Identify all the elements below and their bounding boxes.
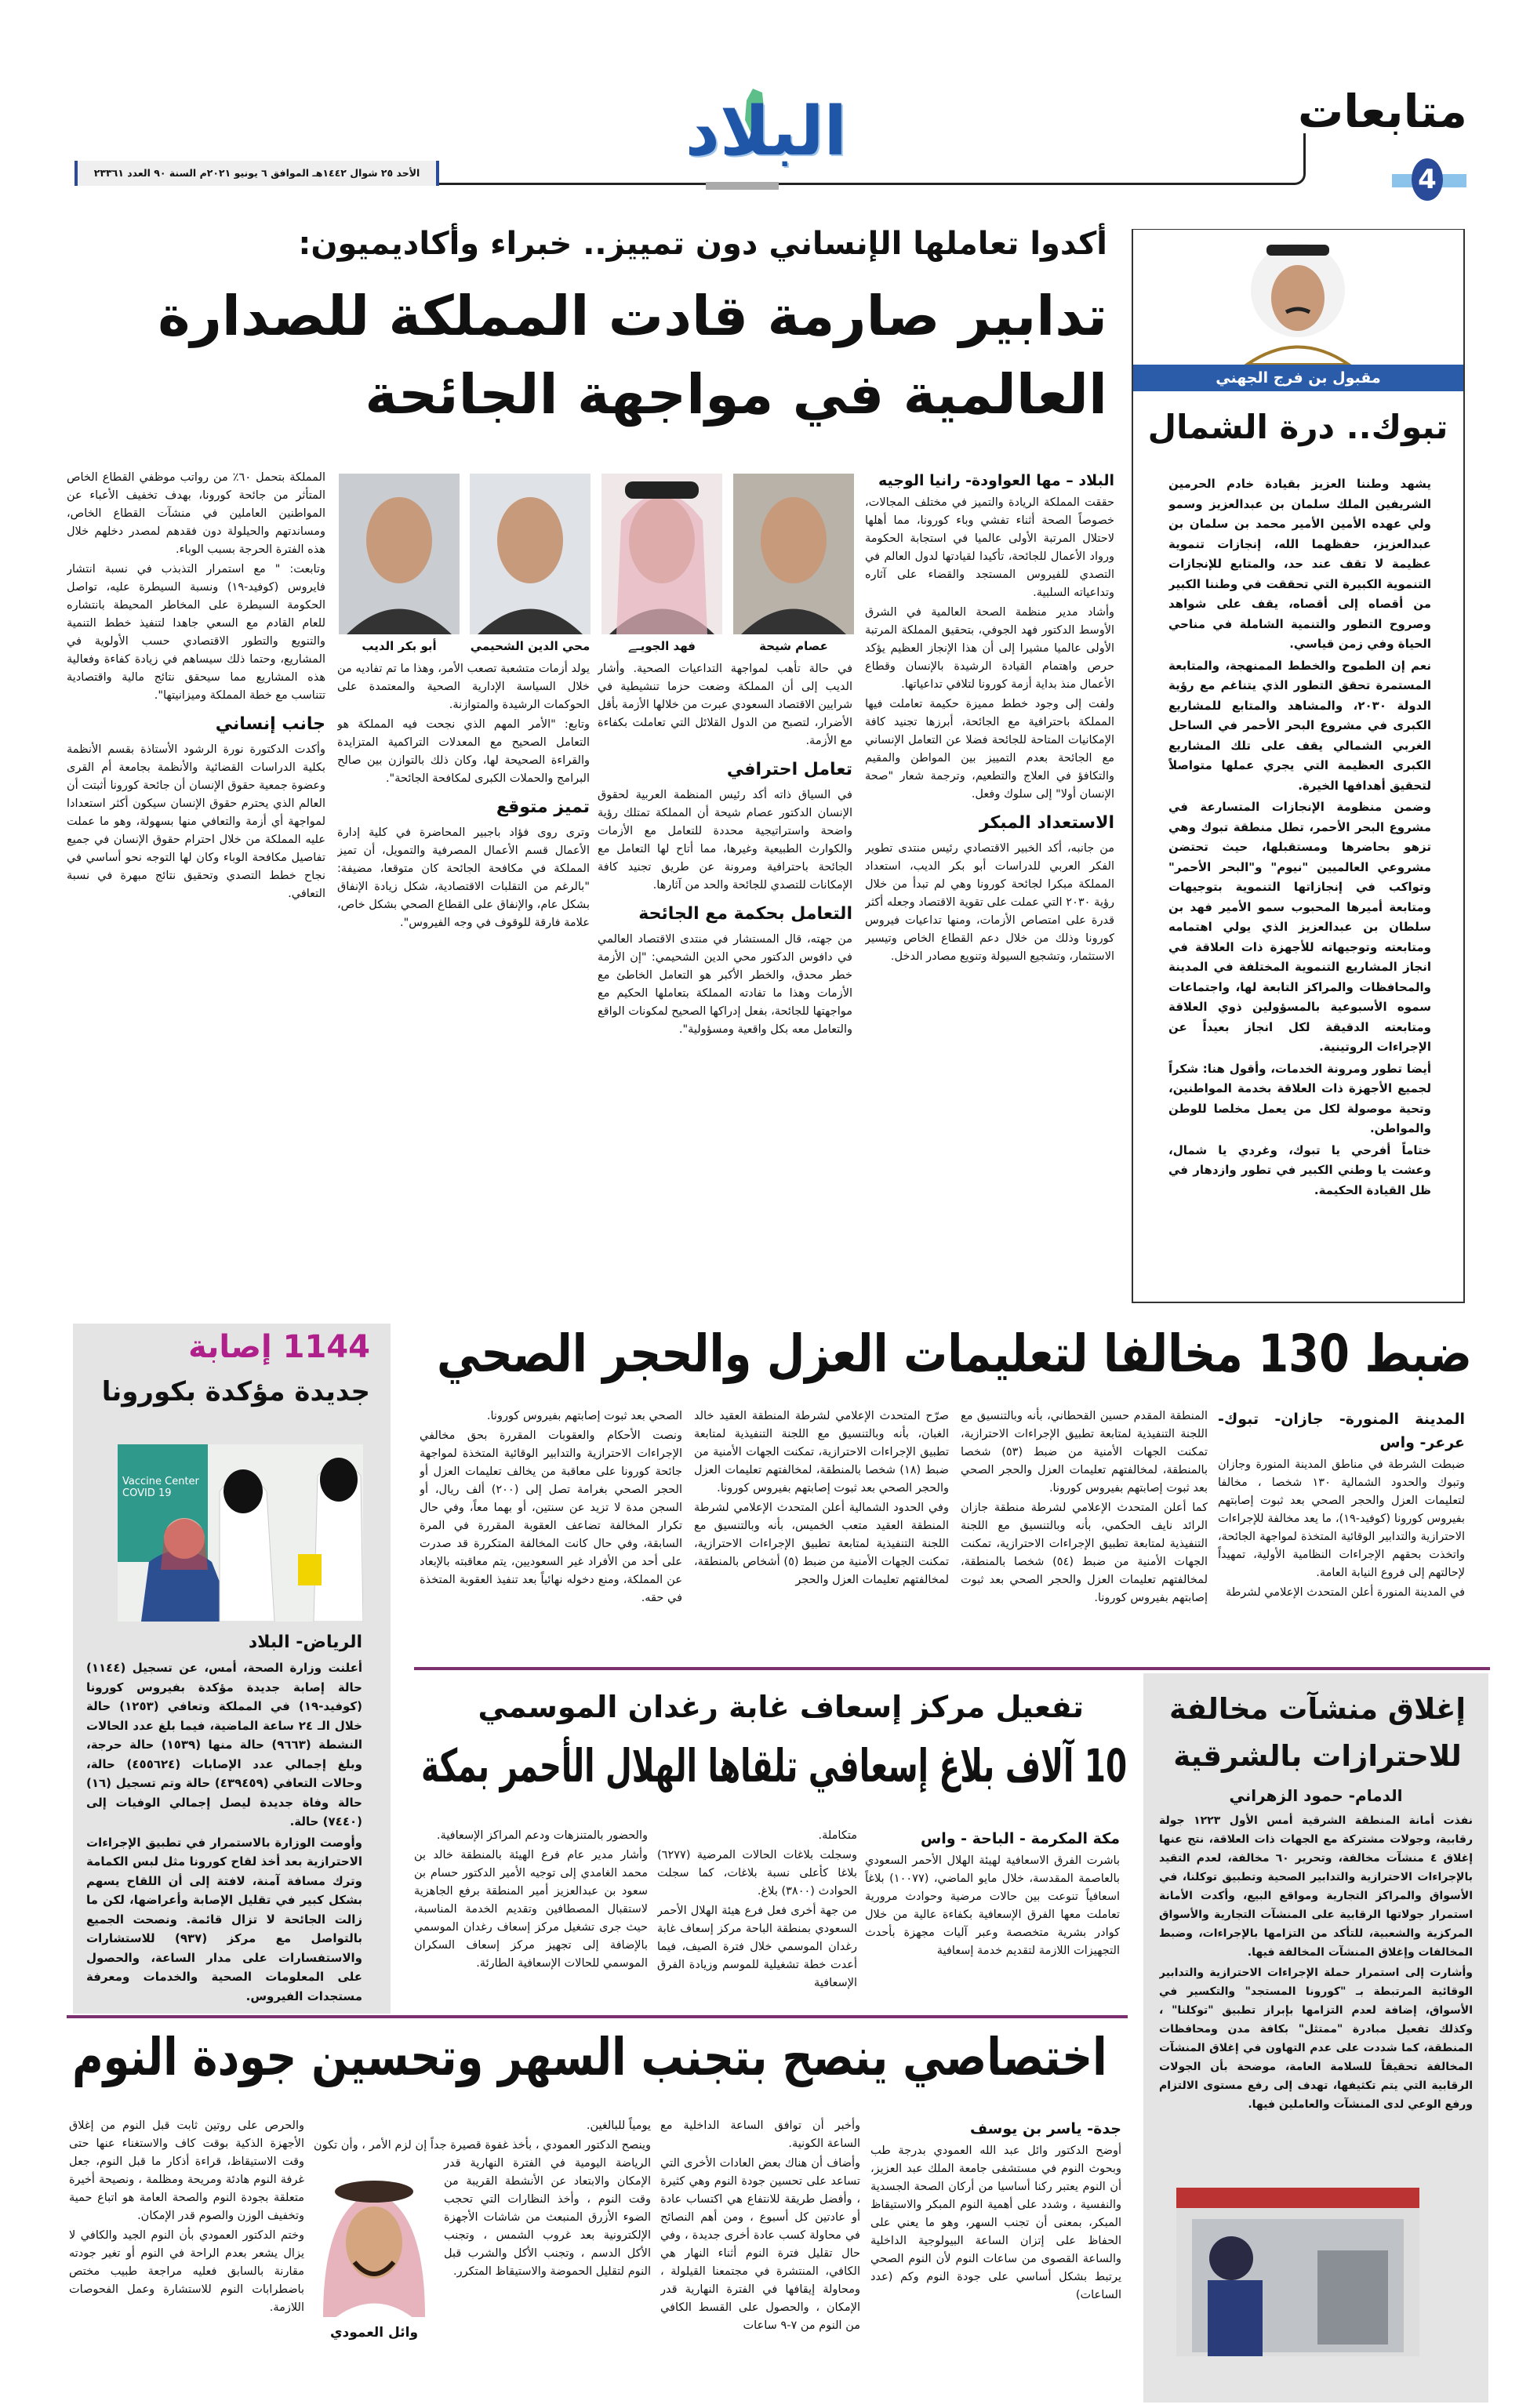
photo-abubakr-aldeeb <box>339 474 460 634</box>
portrait-icon <box>733 474 854 634</box>
closure-byline: الدمام- حمود الزهراني <box>1229 1786 1403 1805</box>
opinion-title: تبوك.. درة الشمال <box>1147 408 1448 446</box>
photo-caption: أبو بكر الديب <box>362 639 437 653</box>
closure-headline: إغلاق منشآت مخالفة للاحترازات بالشرقية <box>1168 1692 1466 1773</box>
paragraph: وأخبر أن توافق الساعة الداخلية مع الساعة الكونية. <box>660 2119 860 2150</box>
subheading: الاستعداد المبكر <box>979 813 1114 833</box>
redcrescent-kicker: تفعيل مركز إسعاف غابة رغدان الموسمي <box>478 1690 1084 1724</box>
lead-column-2 <box>598 660 852 1299</box>
portrait-icon <box>601 474 722 634</box>
paragraph: ضبطت الشرطة في مناطق المدينة المنورة وجازان وتبوك والحدود الشمالية ١٣٠ شخصا ، مخالفا لتعليمات العزل والحجر الصحي بعد ثبوت إصابتهم بفيروس كورونا (كوفيد-١٩)، ما يعد مخالفة للإجراءات الاحترازية والتدابير الوقائية المتخذة لمواجهة الجائحة، واتخذت بحقهم الإجراءات النظامية الأولية، تمهيداً لإحالتهم إلى فروع النيابة العامة. <box>1218 1458 1465 1579</box>
byline: المدينة المنورة- جازان- تبوك- عرعر- واس <box>1218 1411 1465 1451</box>
paragraph: ولفت إلى وجود خطط مميزة حكيمة تعاملت فيها المملكة باحترافية مع الجائحة، أبرزها تجنيد كافة الإمكانيات المتاحة للجائحة فضلا عن التعامل الإنساني مع الجائحة بعدم التمييز بين المواطن والمقيم والتكافؤ في العلاج والتطعيم، وترجمة شعار "صحة الإنسان أولا" إلى سلوك وفعل. <box>865 698 1114 801</box>
paragraph: في حالة تأهب لمواجهة التداعيات الصحية. وأشار الديب إلى أن المملكة وضعت حزما تنشيطية في شرايين الاقتصاد السعودي عبرت من خلالها الأزمة بأقل الأضرار، لتصبح من الدول القلائل التي تعاملت بكفاءة مع الأزمة. <box>598 663 852 747</box>
lead-kicker: أكدوا تعاملها الإنساني دون تمييز.. خبراء وأكاديميون: <box>298 226 1107 262</box>
paragraph: أعلنت وزارة الصحة، أمس، عن تسجيل (١١٤٤) حالة إصابة جديدة مؤكدة بفيروس كورونا (كوفيد-١٩) في المملكة وتعافي (١٢٥٣) حالة خلال الـ ٢٤ ساعة الماضية، فيما بلغ عدد الحالات النشطة (٩٦٦٣) حالة منها (١٥٣٩) حالة حرجة، وبلغ إجمالي عدد الإصابات (٤٥٥٦٢٤) حالة، وحالات التعافي (٤٣٩٤٥٩) حالة وتم تسجيل (١٦) حالة وفاة جديدة ليصل إجمالي الوفيات إلى (٧٤٤٠) حالة. <box>86 1661 362 1829</box>
newspaper-logo <box>685 85 847 179</box>
paragraph: المنطقة المقدم حسين القحطاني، بأنه وبالتنسيق مع اللجنة التنفيذية لمتابعة تطبيق الإجراءات الاحترازية، تمكنت الجهات الأمنية من ضبط (٥٣) شخصا بالمنطقة، لمخالفتهم تعليمات العزل والحجر الصحي بعد ثبوت إصابتهم بفيروس كورونا. <box>961 1410 1208 1495</box>
paragraph: حققت المملكة الريادة والتميز في مختلف المجالات، خصوصاً الصحة أثناء تفشي وباء كورونا، مما أهلها لاحتلال المرتبة الأولى عالميا في استجابة الحكومة ورواد الأعمال للجائحة، تأكيدا لقيادتها لدول العالم في التصدي للفيروس المستجد والقضاء على آثاره وتداعياته السلبية. <box>865 496 1114 599</box>
redcrescent-headline: 10 آلاف بلاغ إسعافي تلقاها الهلال الأحمر بمكة <box>420 1739 1127 1792</box>
photo-caption: عصام شيحة <box>759 639 828 653</box>
portrait-icon <box>339 474 460 634</box>
redcrescent-column-3 <box>414 1827 648 2011</box>
sleep-column-2 <box>660 2117 860 2395</box>
paragraph: وختم الدكتور العمودي بأن النوم الجيد والكافي لا يزال يشعر بعدم الراحة في النوم أو تغير جودته مقارنة بالسابق فعليه مراجعة طبيب مختص باضطرابات النوم للاستشارة وعمل الفحوصات اللازمة. <box>69 2229 304 2314</box>
lead-column-3 <box>337 660 590 1299</box>
paragraph: ختاماً أفرحي يا تبوك، وغردي يا شمال، وعشت يا وطني الكبير في تطور وازدهار في ظل القيادة الحكيمة. <box>1168 1142 1431 1197</box>
paragraph: الصحي بعد ثبوت إصابتهم بفيروس كورونا. <box>486 1410 682 1422</box>
paragraph: يولد أزمات متشعبة تصعب الأمر، وهذا ما تم تفاديه من خلال السياسة الإدارية الصحية والمعتمدة على الحوكمات الرشيدة والمتوازنة. <box>337 663 590 711</box>
paragraph: صرّح المتحدث الإعلامي لشرطة المنطقة العقيد خالد الغبان، بأنه وبالتنسيق مع اللجنة التنفيذية لمتابعة تطبيق الإجراءات الاحترازية، تمكنت الجهات الأمنية من ضبط (١٨) شخصا بالمنطقة، لمخالفتهم تعليمات العزل والحجر الصحي بعد ثبوت إصابتهم بفيروس كورونا. <box>694 1410 949 1495</box>
redcrescent-column-1 <box>865 1827 1120 2011</box>
subheading: جانب إنساني <box>215 714 325 734</box>
covid-byline-text: الرياض- البلاد <box>248 1633 362 1652</box>
violations-column-4 <box>420 1407 682 1662</box>
paragraph: كما أعلن المتحدث الإعلامي لشرطة منطقة جازان الرائد نايف الحكمي، بأنه وبالتنسيق مع اللجنة التنفيذية لمتابعة تطبيق الإجراءات الاحترازية، تمكنت الجهات الأمنية من ضبط (٥٤) شخصا بالمنطقة، لمخالفتهم تعليمات العزل والحجر الصحي بعد ثبوت إصابتهم بفيروس كورونا. <box>961 1502 1208 1604</box>
photo-caption: محي الدين الشحيمي <box>470 639 591 653</box>
author-portrait-icon <box>1223 235 1372 365</box>
paragraph: وترى روى فؤاد باجبير المحاضرة في كلية إدارة الأعمال قسم الأعمال المصرفية والتمويل، أن تميز المملكة في مكافحة الجائحة كان متوقعا، مضيفة: "بالرغم من التقلبات الاقتصادية، شكل زيادة الإنفاق بشكل عام، والإنفاق على القطاع الصحي بشكل خاص، علامة فارقة للوقوف في وجه الفيروس". <box>337 826 590 929</box>
paragraph: أوضح الدكتور وائل عبد الله العمودي بدرجة طب وبحوث النوم في مستشفى جامعة الملك عبد العزيز، أن النوم يعتبر ركنا أساسيا من أركان الصحة الجسدية والنفسية ، وشدد على أهمية النوم المبكر والاستيقاظ المبكر، بمعنى أن تجنب السهر، وهو ما يعني على الحفاظ على إتزان الساعة البيولوجية الداخلية والساعة القصوى من ساعات النوم لأن النوم الصحي يرتبط بشكل أساسي على جودة النوم وكم (عدد الساعات) <box>870 2145 1121 2301</box>
photo-fahd-aljowfi <box>601 474 722 634</box>
paragraph: وأشاد مدير منظمة الصحة العالمية في الشرق الأوسط الدكتور فهد الجوفي، بتحقيق المملكة المرتبة الأولى عالميا مشيرا إلى أن هذا الإنجاز العظيم يؤكد حرص واهتمام القيادة الرشيدة بالإنسان وقطاع الأعمال منذ بداية أزمة كورونا لتلافي تداعياتها. <box>865 606 1114 691</box>
inspection-scene-icon <box>1176 2188 1419 2356</box>
paragraph: وسجلت بلاغات الحالات المرضية (٦٢٧٧) بلاغا كأعلى نسبة بلاغات، كما سجلت الحوادث (٣٨٠٠) بلاغ. <box>657 1849 857 1898</box>
paragraph: في السياق ذاته أكد رئيس المنظمة العربية لحقوق الإنسان الدكتور عصام شيحة أن المملكة تمتلك رؤية واضحة واستراتيجية محددة للتعامل مع الأزمات والكوارث الطبيعية وغيرها، مما أتاح لها التعامل مع الجائحة باحترافية ومرونة عن طريق تجنيد كافة الإمكانات للتصدي للجائحة والحد من آثارها. <box>598 789 852 892</box>
byline: مكة المكرمة - الباحة - واس <box>920 1830 1120 1847</box>
paragraph: نفذت أمانة المنطقة الشرقية أمس الأول ١٢٢٣ جولة رقابية، وجولات مشتركة مع الجهات ذات العلاقة، نتج عنها إغلاق ٤ منشآت مخالفة، وتحرير ٦٠ مخالفة، لعدم التقيد بالإجراءات الاحترازية والتدابير الصحية وتطبيق توكلنا، في الأسواق والمراكز التجارية ومواقع البيع، وأكدت الأمانة استمرار جولاتها الرقابية على المنشآت التجارية والأسواق المركزية والشعبية، للتأكد من التزامها بالإجراءات، وضبط المخالفات وإغلاق المنشآت المخالفة فيها. <box>1159 1814 1473 1959</box>
expert-photo-caption: وائل العمودي <box>315 2325 433 2341</box>
redcrescent-column-2 <box>657 1827 857 2011</box>
photo-essam-shiha <box>733 474 854 634</box>
covid-body <box>86 1658 362 2007</box>
paragraph: باشرت الفرق الاسعافية لهيئة الهلال الأحمر السعودي بالعاصمة المقدسة، خلال مايو الماضي، (١٠٠٧٧) بلاغاً اسعافياً تنوعت بين حالات مرضية وحوادث مرورية تعاملت معها الفرق الإسعافية بكفاءة عالية من خلال كوادر بشرية متخصصة وعبر آليات مجهزة بأحدث التجهيزات اللازمة لتقديم خدمة إسعافية <box>865 1854 1120 1957</box>
section-title: متابعات <box>1298 85 1467 138</box>
paragraph: من جانبه، أكد الخبير الاقتصادي رئيس منتدى تطوير الفكر العربي للدراسات أبو بكر الديب، استعداد المملكة مبكرا لجائحة كورونا وهي لم تبدأ من خلال رؤية ٢٠٣٠ التي عملت على تقوية الاقتصاد وجعله أكثر قدرة على امتصاص الأزمات، ومنها تداعيات فيروس كورونا وذلك من خلال دعم القطاع الخاص وتيسير الاستثمار، وتشجيع السيولة وتنويع مصادر الدخل. <box>865 842 1114 963</box>
paragraph: وفي الحدود الشمالية أعلن المتحدث الإعلامي لشرطة المنطقة العقيد متعب الخميس، بأنه وبالتنسيق مع اللجنة التنفيذية لمتابعة تطبيق الإجراءات الاحترازية، تمكنت الجهات الأمنية من ضبط (٥) أشخاص بالمنطقة، لمخالفتهم تعليمات العزل والحجر <box>694 1502 949 1586</box>
covid-headline: جديدة مؤكدة بكورونا <box>101 1376 370 1407</box>
byline: البلاد – مها العواودة- رانيا الوجيه <box>878 472 1114 489</box>
lead-column-1 <box>865 469 1114 1300</box>
paragraph: من جهة أخرى فعل فرع هيئة الهلال الأحمر السعودي بمنطقة الباحة مركز إسعاف غابة رغدان الموسمي خلال فترة الصيف، فيما أعدت خطة تشغيلية للموسم وزيادة الفرق الإسعافية <box>657 1905 857 1989</box>
header-divider-curve <box>439 133 1306 185</box>
paragraph: وتابع: "الأمر المهم الذي نجحت فيه المملكة هو التعامل الصحيح مع المعدلات التراكمية المتزايدة والقراءة الصحيحة لها، وكان ذلك بالتوازن بين صالح البرامج والحملات الكبرى لمكافحة الجائحة". <box>337 718 590 785</box>
logo-text: البلاد <box>685 93 847 171</box>
paragraph: وأشار مدير عام فرع الهيئة بالمنطقة خالد بن محمد الغامدي إلى توجيه الأمير الدكتور حسام بن سعود بن عبدالعزيز أمير المنطقة برفع الجاهزية لاستقبال المصطافين وتقديم الخدمة المناسبة، حيث جرى تشغيل مركز إسعاف رغدان الموسمي بالإضافة إلى تجهيز مركز إسعاف السكران الموسمي للحالات الإسعافية الطارئة. <box>414 1849 648 1970</box>
paragraph: يومياً للبالغين. <box>586 2119 651 2132</box>
inspection-photo <box>1176 2188 1419 2356</box>
sleep-headline: اختصاصي ينصح بتجنب السهر وتحسين جودة النوم <box>72 2027 1107 2087</box>
section-divider <box>414 1667 1490 1670</box>
paragraph: والحضور بالمتنزهات ودعم المراكز الإسعافية. <box>436 1829 648 1842</box>
lead-headline-line-2: العالمية في مواجهة الجائحة <box>365 362 1107 427</box>
subheading: تميز متوقع <box>496 797 590 817</box>
date-bar: الأحد ٢٥ شوال ١٤٤٢هـ الموافق ٦ يونيو ٢٠٢١م السنة ٩٠ العدد ٢٣٣٦١ <box>74 161 439 186</box>
paragraph: من جهته، قال المستشار في منتدى الاقتصاد العالمي في دافوس الدكتور محي الدين الشحيمي: "إن الأزمة خطر محدق، والخطر الأكبر هو التعامل الخاطئ مع الأزمات وهذا ما تفادته المملكة بتعاملها الحكيم مع مواجهتها للجائحة، بفعل إدراكها الصحيح لمكونات الواقع والتعامل معه بكل واقعية ومسؤولية". <box>598 933 852 1036</box>
lead-headline-line-1: تدابير صارمة قادت المملكة للصدارة <box>158 284 1107 348</box>
expert-photo <box>315 2160 433 2321</box>
paragraph: متكاملة. <box>818 1829 857 1842</box>
paragraph: والحرص على روتين ثابت قبل النوم من إغلاق الأجهزة الذكية بوقت كاف والاستغناء عنها حتى وقت الاستيقاظ، قراءة أذكار ما قبل النوم، جعل غرفة النوم هادئة ومريحة ومظلمة ، ونصيحة أخيرة متعلقة بجودة النوم والصحة العامة هو اتباع حمية وتخفيف الوزن والصوم قدر الإمكان. <box>69 2119 304 2222</box>
subheading: تعامل احترافي <box>726 760 852 779</box>
expert-portrait-icon <box>315 2160 433 2321</box>
closure-body <box>1159 1811 1473 2180</box>
paragraph: وأضاف أن هناك بعض العادات الأخرى التي تساعد على تحسين جودة النوم وهي كثيرة ، وأفضل طريقة للانتفاع هي اكتساب عادة أو عادتين كل أسبوع ، ومن أهم النصائح في محاولة كسب عادة أخرى جديدة ، وفي حال تقليل فترة النوم أثناء النهار هي الكافي، المنتشرة في مجتمعنا القيلولة ، ومحاولة إيقافها في الفترة النهارية قدر الإمكان ، والحصول على القسط الكافي من النوم من ٧-٩ ساعات <box>660 2157 860 2332</box>
paragraph: وأوصت الوزارة بالاستمرار في تطبيق الإجراءات الاحترازية بعد أخذ لقاح كورونا مثل لبس الكمامة وترك مسافة آمنة، لافتة إلى أن اللقاح يسهم بشكل كبير في تقليل الإصابة وأعراضها، لكن ما زالت الجائحة لا تزال قائمة. ونصحت الجميع بالتواصل مع مركز (٩٣٧) للاستشارات والاستفسارات على مدار الساعة، والحصول على المعلومات الصحية والخدمات ومعرفة مستجدات الفيروس. <box>86 1835 362 2003</box>
paragraph: نعم إن الطموح والخطط الممنهجة، والمتابعة المستمرة تحقق التطور الذي يتناغم مع رؤية الدولة ٢٠٣٠، والمشاهد والمتابع للمشاريع الكبرى في مشروع البحر الأحمر في الساحل الغربي الشمالي يقف على تلك المشاريع الكبرى العظيمة التي يجري عملها متواصلاً لتحقيق أهدافها الخيرة. <box>1168 658 1431 793</box>
lead-column-4 <box>67 469 325 1300</box>
page-number-badge: 4 <box>1412 158 1443 201</box>
portrait-icon <box>470 474 591 634</box>
violations-column-2 <box>961 1407 1208 1662</box>
author-name-bar: مقبول بن فرج الجهني <box>1133 365 1463 391</box>
violations-column-1 <box>1218 1407 1465 1662</box>
byline: جدة- ياسر بن يوسف <box>970 2120 1121 2137</box>
subheading: التعامل بحكمة مع الجائحة <box>638 904 852 924</box>
paragraph: وتابعت: " مع استمرار التذبذب في نسبة انتشار فايروس (كوفيد-١٩) ونسبة السيطرة عليه، تواصل الحكومة السيطرة على المخاطر المحيطة بانتشاره للعام القادم مع السعي جاهدا لتنفيذ خطط التنمية والتنويع والتطور الاقتصادي حسب الأولوية في المشاريع، وحتما ذلك سيساهم في زيادة كفاءة وفعالية هذه المشاريع مما سيحقق نتائج مالية واقتصادية تتناسب مع خطة المملكة وميزانيتها". <box>67 563 325 702</box>
violations-headline: ضبط 130 مخالفا لتعليمات العزل والحجر الصحي <box>437 1324 1472 1384</box>
paragraph: يشهد وطننا العزيز بقيادة خادم الحرمين الشريفين الملك سلمان بن عبدالعزيز وسمو ولي عهده الأمين الأمير محمد بن سلمان بن عبدالعزيز، حفظهما الله، إنجازات تنموية عظيمة لا تقف عند حد، والمتابع للإنجازات التنموية الكبيرة التي تحققت في وطننا الكبير من أقصاه إلى أقصاه، يقف على شواهد وصروح التطور والتنمية الشاملة في مناحي الحياة وفي زمن قياسي. <box>1168 477 1431 651</box>
paragraph: أيضا تطور ومرونة الخدمات، وأقول هنا: شكراً لجميع الأجهزة ذات العلاقة بخدمة المواطنين، وتحية موصولة لكل من يعمل مخلصا للوطن والمواطن. <box>1168 1061 1431 1135</box>
section-divider <box>67 2015 1128 2018</box>
opinion-body <box>1168 474 1431 1298</box>
violations-column-3 <box>694 1407 949 1662</box>
paragraph: وأكدت الدكتورة نورة الرشود الأستاذة بقسم الأنظمة بكلية الدراسات القضائية والأنظمة بجامعة أم القرى وعضوة جمعية حقوق الإنسان أن جائحة كورونا أثبتت أن العالم الذي يحترم حقوق الإنسان سيكون أكثر استعدادا لمواجهة أي أزمة والتعافي منها بسهولة، وهو ما عملت عليه المملكة من خلال احترام حقوق الإنسان في جميع تفاصيل مكافحة الوباء وكان لها التوجه نحو أساسي في نجاح خطط التصدي وتحقيق نتائج مبهرة في نسبة التعافي. <box>67 743 325 900</box>
paragraph: المملكة بتحمل ٦٠٪ من رواتب موظفي القطاع الخاص المتأثر من جائحة كورونا، بهدف تخفيف الأعباء عن المواطنين العاملين في منشآت القطاع الخاص، ومساندتهم والحيلولة دون فقدهم لمصدر دخلهم خلال هذه الفترة الحرجة بسبب الوباء. <box>67 471 325 556</box>
paragraph: وينصح الدكتور العمودي ، بأخذ غفوة قصيرة جداً إن لزم الأمر ، وأن تكون الرياضة اليومية في الفترة النهارية قدر الإمكان والابتعاد عن الأنشطة القريبة من وقت النوم ، وأخذ النظارات التي تحجب الضوء الأزرق المنبعث من شاشات الأجهزة الإلكترونية بعد غروب الشمس ، وتجنب الأكل الدسم ، وتجنب الأكل والشرب قبل النوم لتقليل الحموضة والاستيقاظ المتكرر. <box>314 2139 651 2278</box>
paragraph: في المدينة المنورة أعلن المتحدث الإعلامي لشرطة <box>1225 1586 1465 1599</box>
photo-caption: فهد الجويـﮯ <box>628 639 696 653</box>
logo-underbar <box>706 182 779 190</box>
photo-mohieddine-shuhaimi <box>470 474 591 634</box>
sleep-column-1 <box>870 2117 1121 2395</box>
sleep-column-4 <box>69 2117 304 2395</box>
paragraph: وضمن منظومة الإنجازات المتسارعة في مشروع البحر الأحمر، تطل منطقة تبوك وهي تزهو بحاضرها ومستقبلها، حيث تحتضن مشروعي العالميين "نيوم" و"البحر الأحمر" وتواكب في إنجازاتها التنموية بتوجيهات ومتابعة أميرها المحبوب سمو الأمير فهد بن سلطان بن عبدالعزيز الذي يولي اهتمامه ومتابعته وتوجيهاته للأجهزة ذات العلاقة في انجاز المشاريع التنموية المختلفة في المدينة والمحافظات والمراكز التابعة لها، واجتماعات سموه الأسبوعية بالمسؤولين ذوي العلاقة ومتابعته الدقيقة لكل انجاز بعيداً عن الإجراءات الروتينية. <box>1168 800 1431 1054</box>
author-photo <box>1223 235 1372 365</box>
vaccine-center-sign: Vaccine Center COVID 19 <box>122 1476 199 1499</box>
paragraph: ونصت الأحكام والعقوبات المقررة بحق مخالفي الإجراءات الاحترازية والتدابير الوقائية المتخذة لمواجهة جائحة كورونا على معاقبة من يخالف تعليمات العزل أو الحجر الصحي بغرامة تصل إلى (٢٠٠) ألف ريال، أو السجن مدة لا تزيد عن سنتين، أو بهما معاً، وفي حال تكرار المخالفة تضاعف العقوبة المقررة في المرة السابقة، وفي حال كانت المخالفة المتكررة قد صدرت على أحد من الأفراد غير السعوديين، يتم معاقبته بالإبعاد عن المملكة، ومنع دخوله نهائياً بعد تنفيذ العقوبة المتخذة في حقه. <box>420 1429 682 1604</box>
covid-headline-number: 1144 إصابة <box>188 1329 370 1365</box>
vaccination-photo <box>118 1444 363 1622</box>
paragraph: وأشارت إلى استمرار حملة الإجراءات الاحترازية والتدابير الوقائية المرتبطة بـ "كورونا المستجد" والتكسير في الأسواق، إضافة لعدم التزامها بإبراز تطبيق "توكلنا" ، وكذلك تفعيل مبادرة "ممتثل" بكافة مدن ومحافظات المنطقة، كما شددت على عدم التهاون في إغلاق المنشآت المخالفة تحقيقاً للسلامة العامة، موضحة بأن الجولات الرقابية التي يتم تكثيفها، تهدف إلى رفع مستوى الالتزام ورفع الوعي لدى المنشآت والعاملين فيها. <box>1159 1967 1473 2111</box>
